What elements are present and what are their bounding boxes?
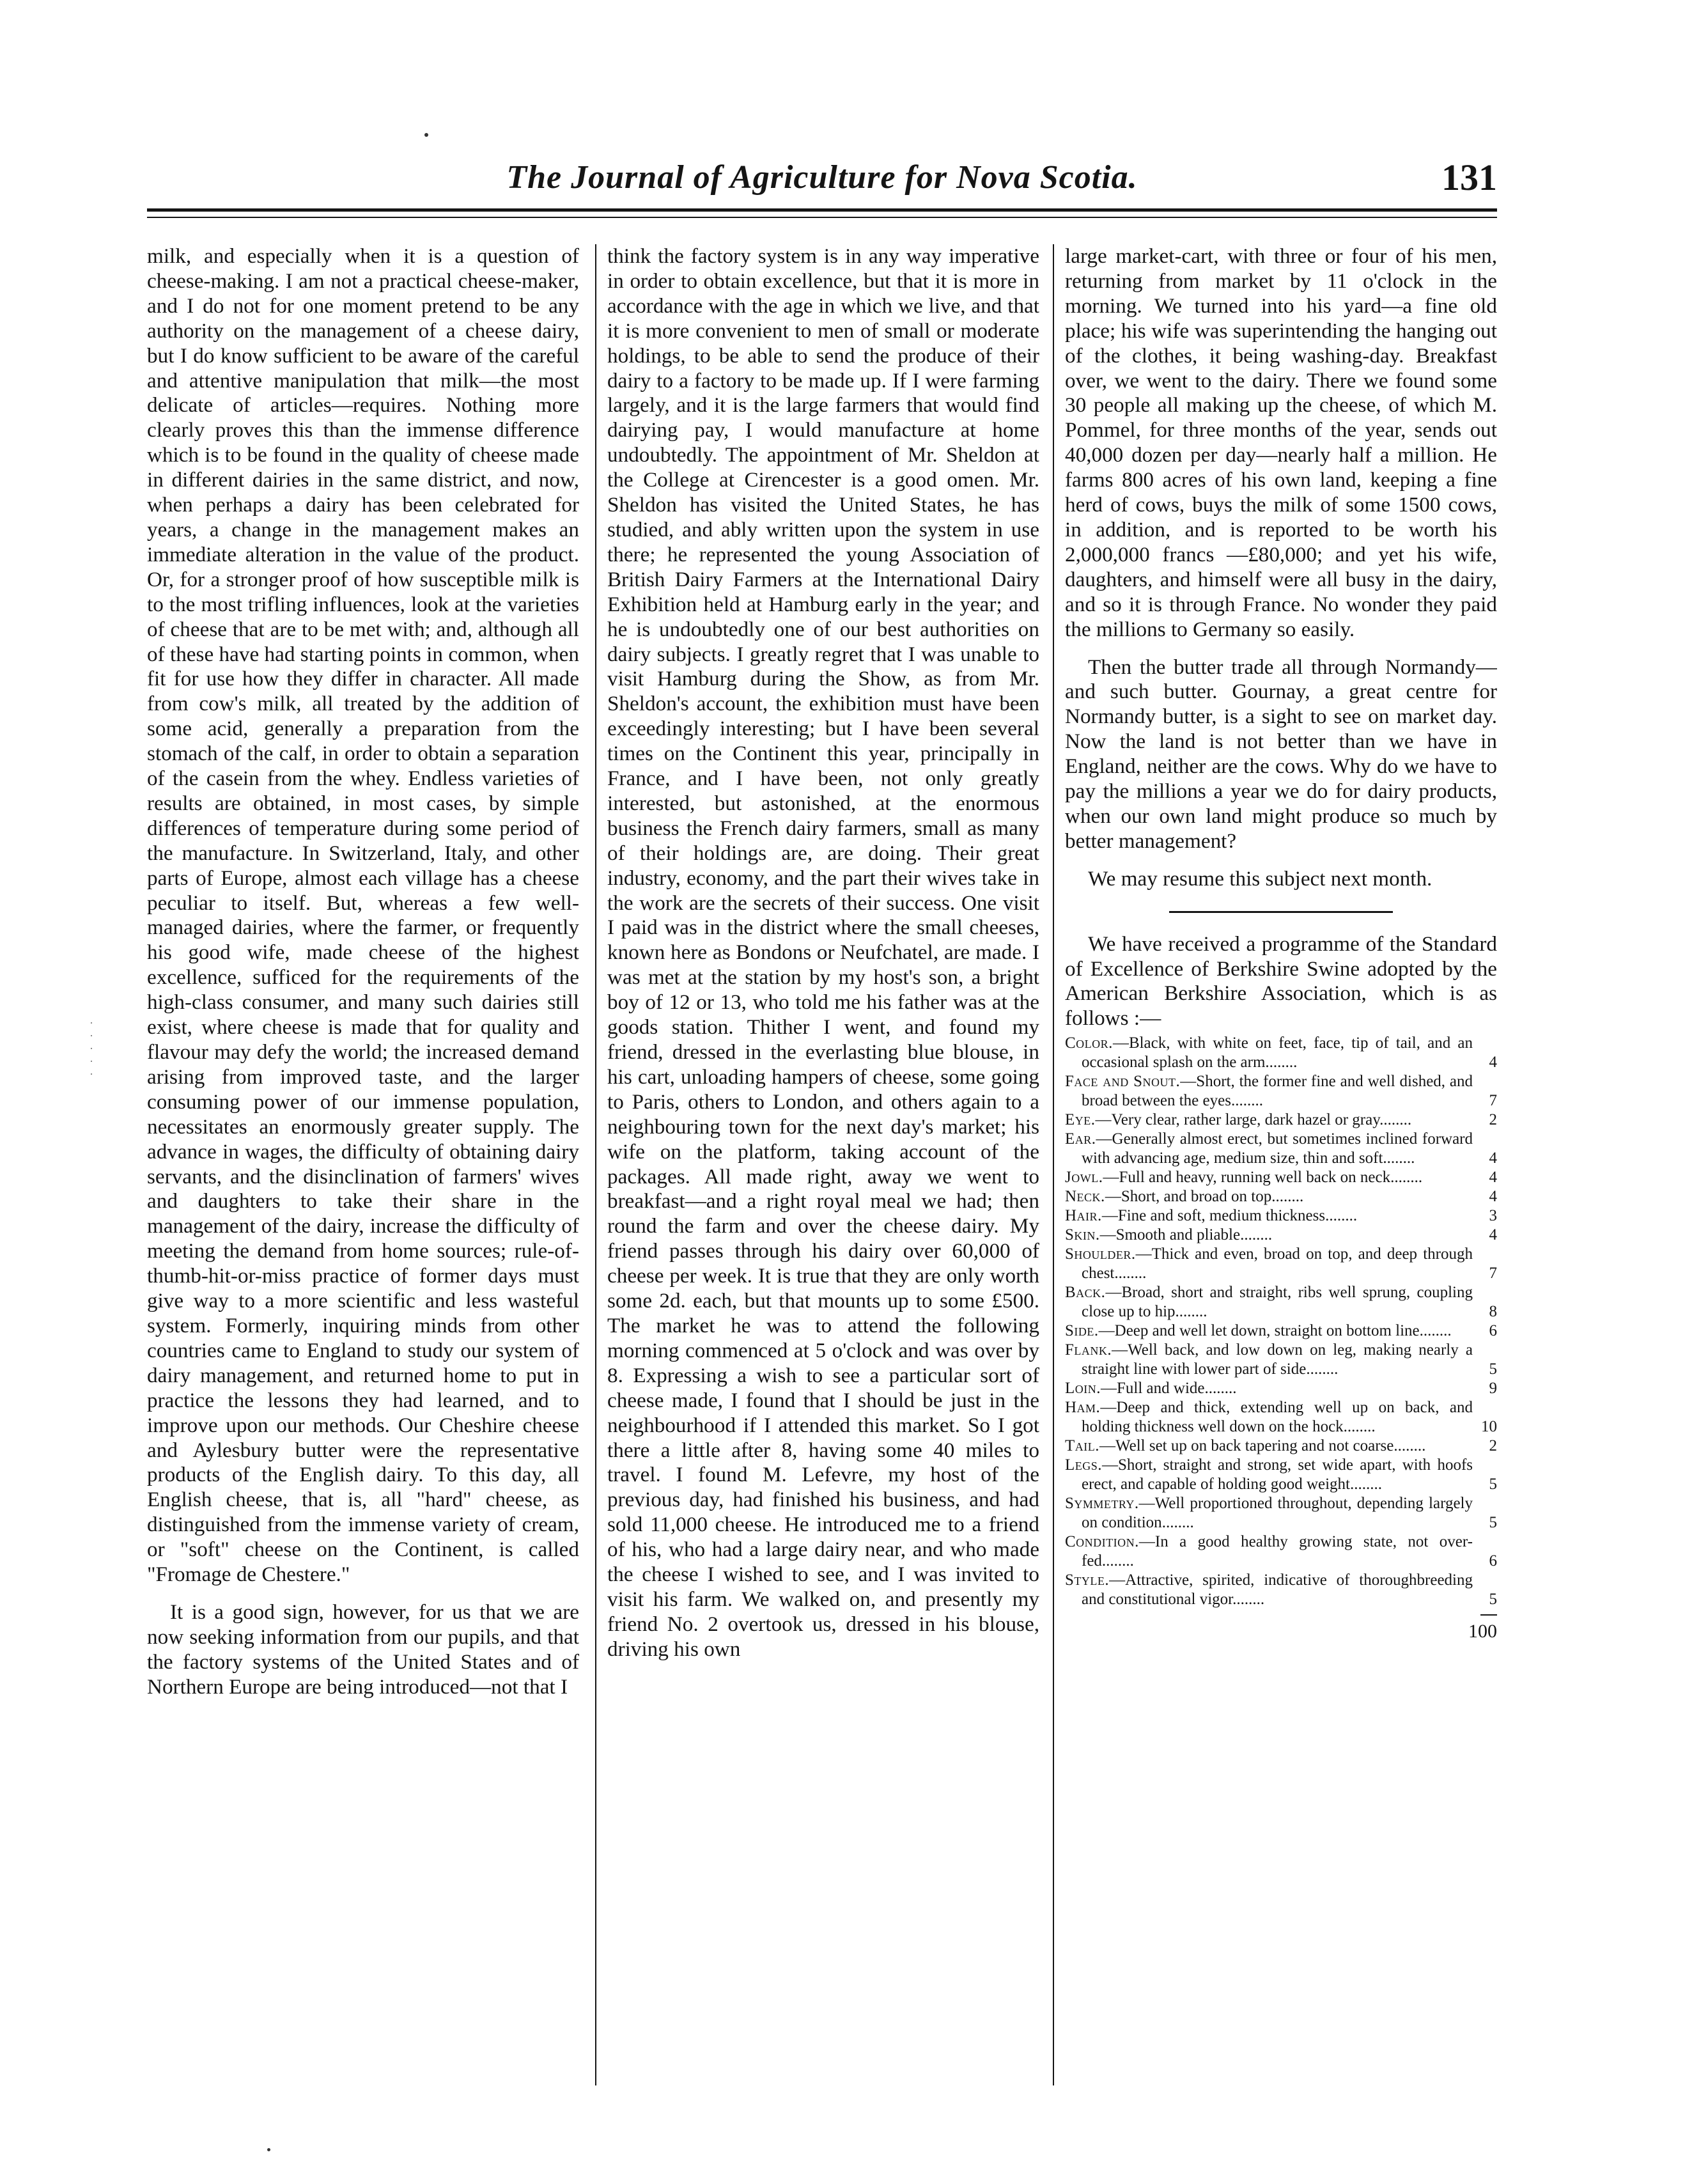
- leader-dots: ........: [1175, 1303, 1207, 1321]
- entry-description: —Fine and soft, medium thickness: [1101, 1207, 1326, 1225]
- standard-entry: [1065, 1034, 1497, 1072]
- entry-description: —Short, the former fine and well dished, and broad between the eyes: [1082, 1073, 1473, 1110]
- standard-entry: [1065, 1130, 1497, 1168]
- entry-label: Tail.: [1065, 1437, 1100, 1455]
- paragraph: Then the butter trade all through Normandy—and such butter. Gournay, a great centre for Normandy butter, is a sight to see on market day. Now the land is not better than we have in England, neither are the cows. Why do we have to pay the millions a year we do for dairy products, when our own land might produce so much by better management?: [1065, 655, 1497, 853]
- entry-label: Symmetry.: [1065, 1495, 1139, 1513]
- standard-entry: [1065, 1187, 1497, 1206]
- paragraph: It is a good sign, however, for us that we are now seeking information from our pupils, and that the factory systems of the United States and of Northern Europe are being introduced—not that I: [147, 1600, 579, 1699]
- standard-entry: [1065, 1168, 1497, 1187]
- ink-speck: [267, 2148, 270, 2151]
- leader-dots: ........: [1240, 1226, 1273, 1244]
- entry-points: 4: [1489, 1169, 1497, 1187]
- standard-entry: [1065, 1532, 1497, 1571]
- entry-description: —Thick and even, broad on top, and deep through chest: [1082, 1245, 1473, 1282]
- header-rule-thick: [147, 208, 1497, 212]
- entry-label: Hair.: [1065, 1207, 1102, 1225]
- entry-label: Color.: [1065, 1034, 1113, 1052]
- entry-label: Style.: [1065, 1571, 1110, 1589]
- entry-description: —Attractive, spirited, indicative of thoroughbreeding and constitutional vigor: [1082, 1571, 1473, 1609]
- entry-label: Ear.: [1065, 1130, 1096, 1148]
- entry-points: 4: [1489, 1188, 1497, 1206]
- entry-points: 4: [1489, 1226, 1497, 1244]
- standard-entry: [1065, 1226, 1497, 1245]
- paragraph: We may resume this subject next month.: [1088, 866, 1432, 891]
- entry-points: 4: [1489, 1054, 1497, 1072]
- standard-entry: [1065, 1206, 1497, 1226]
- entry-points: 4: [1489, 1149, 1497, 1167]
- paragraph: large market-cart, with three or four of his men, returning from market by 11 o'clock in the morning. We turned into his yard—a fine old place; his wife was superintending the hanging out of the clothes, it being washing-day. Breakfast over, we went to the dairy. There we found some 30 people all making up the cheese, of which M. Pommel, for three months of the year, sends out 40,000 dozen per day—nearly half a million. He farms 800 acres of his own land, keeping a fine herd of cows, buys the milk of some 1500 cows, in addition, and is reported to be worth his 2,000,000 francs —£80,000; and yet his wife, daughters, and himself were all busy in the dairy, and so it is through France. No wonder they paid the millions to Germany so easily.: [1065, 244, 1497, 641]
- entry-points: 3: [1489, 1207, 1497, 1225]
- entry-description: —Generally almost erect, but sometimes inclined forward with advancing age, medium size, thin and soft: [1082, 1130, 1473, 1167]
- entry-description: —Smooth and pliable: [1099, 1226, 1241, 1244]
- standard-entry: [1065, 1245, 1497, 1283]
- leader-dots: ........: [1231, 1092, 1263, 1110]
- paragraph: think the factory system is in any way imperative in order to obtain excellence, but that it is more in accordance with the age in which we live, and that it is more convenient to men of small or moderate holdings, to be able to send the produce of their dairy to a factory to be made up. If I were farming largely, and it is the large farmers that would find dairying pay, I would manufacture at home undoubtedly. The appointment of Mr. Sheldon at the College at Cirencester is a good omen. Mr. Sheldon has visited the United States, he has studied, and ably written upon the system in use there; he represented the young Association of British Dairy Farmers at the International Dairy Exhibition held at Hamburg early in the year; and he is undoubtedly one of our best authorities on dairy subjects. I greatly regret that I was unable to visit Hamburg during the Show, as from Mr. Sheldon's account, the exhibition must have been exceedingly interesting; but I have been several times on the Continent this year, principally in France, and I have been, not only greatly interested, but astonished, at the enormous business the French dairy farmers, small as many of their holdings are, are doing. Their great industry, economy, and the part their wives take in the work are the secrets of their success. One visit I paid was in the district where the small cheeses, known here as Bondons or Neufchatel, are made. I was met at the station by my host's son, a bright boy of 12 or 13, who told me his father was at the goods station. Thither I went, and found my friend, dressed in the everlasting blue blouse, in his cart, unloading hampers of cheese, some going to Paris, others to London, and others again to a neighbouring town for the next day's market; his wife on the platform, taking account of the packages. All made right, away we went to breakfast—and a right royal meal we had; then round the farm and over the cheese dairy. My friend passes through his dairy over 60,000 of cheese per week. It is true that they are only worth some 2d. each, but that mounts up to some £500. The market he was to attend the following morning commenced at 5 o'clock and was over by 8. Expressing a wish to see a particular sort of cheese made, I found that I should be just in the neighbourhood if I attended this market. So I got there a little after 8, having some 40 miles to travel. I found M. Lefevre, my host of the previous day, had finished his business, and had sold 11,000 cheese. He introduced me to a friend of his, who had a large dairy near, and who made the cheese I wished to see, and I was invited to visit his farm. We walked on, and presently my friend No. 2 overtook us, dressed in his blouse, driving his own: [607, 244, 1039, 1661]
- entry-description: —Deep and thick, extending well up on back, and holding thickness well down on the hock: [1082, 1399, 1473, 1436]
- ink-speck: [424, 133, 428, 137]
- entry-points: 2: [1489, 1111, 1497, 1129]
- entry-label: Jowl.: [1065, 1169, 1103, 1187]
- standard-entry: [1065, 1456, 1497, 1494]
- entry-description: —Very clear, rather large, dark hazel or gray: [1095, 1111, 1380, 1129]
- leader-dots: ........: [1350, 1476, 1382, 1493]
- entry-label: Skin.: [1065, 1226, 1100, 1244]
- standard-entry: [1065, 1571, 1497, 1609]
- entry-label: Face and Snout.: [1065, 1073, 1181, 1091]
- standard-entry: [1065, 1379, 1497, 1398]
- column-divider: [1053, 244, 1054, 2085]
- leader-dots: ........: [1325, 1207, 1358, 1225]
- entry-description: —Well set up on back tapering and not coarse: [1099, 1437, 1394, 1455]
- entry-points: 6: [1489, 1552, 1497, 1570]
- leader-dots: ........: [1390, 1169, 1423, 1187]
- leader-dots: ........: [1232, 1591, 1265, 1609]
- entry-points: 5: [1489, 1514, 1497, 1532]
- page-number: 131: [1441, 157, 1497, 198]
- column-right: [1065, 244, 1497, 2092]
- column-middle: [607, 244, 1039, 2092]
- entry-label: Back.: [1065, 1284, 1106, 1302]
- entry-label: Condition.: [1065, 1533, 1139, 1551]
- entry-label: Shoulder.: [1065, 1245, 1136, 1263]
- leader-dots: ........: [1343, 1418, 1376, 1436]
- entry-points: 7: [1489, 1265, 1497, 1282]
- entry-label: Neck.: [1065, 1188, 1105, 1206]
- column-left: [147, 244, 579, 2092]
- entry-label: Loin.: [1065, 1380, 1101, 1398]
- berkshire-standard-list: [1065, 1034, 1497, 1609]
- leader-dots: ........: [1383, 1149, 1415, 1167]
- entry-description: —Well proportioned throughout, depending largely on condition: [1082, 1495, 1473, 1532]
- entry-description: —Short, and broad on top: [1105, 1188, 1272, 1206]
- entry-description: —In a good healthy growing state, not over-fed: [1082, 1533, 1473, 1570]
- leader-dots: ........: [1306, 1360, 1339, 1378]
- entry-label: Flank.: [1065, 1341, 1112, 1359]
- entry-points: 5: [1489, 1476, 1497, 1493]
- standard-entry: [1065, 1494, 1497, 1532]
- running-title: The Journal of Agriculture for Nova Scotia.: [506, 159, 1138, 196]
- column-divider: [595, 244, 596, 2085]
- leader-dots: ........: [1265, 1054, 1298, 1072]
- entry-description: —Broad, short and straight, ribs well sprung, coupling close up to hip: [1082, 1284, 1473, 1321]
- page-header: [147, 159, 1497, 197]
- entry-description: —Deep and well let down, straight on bottom line: [1098, 1322, 1420, 1340]
- standard-entry: [1065, 1341, 1497, 1379]
- entry-description: —Black, with white on feet, face, tip of tail, and an occasional splash on the arm: [1082, 1034, 1473, 1072]
- standard-entry: [1065, 1110, 1497, 1130]
- entry-description: —Well back, and low down on leg, making nearly a straight line with lower part of side: [1082, 1341, 1473, 1378]
- entry-description: —Full and heavy, running well back on neck: [1103, 1169, 1391, 1187]
- points-total: 100: [1468, 1621, 1497, 1642]
- leader-dots: ........: [1379, 1111, 1412, 1129]
- header-rule-thin: [147, 217, 1497, 218]
- entry-points: 5: [1489, 1591, 1497, 1609]
- entry-points: 6: [1489, 1322, 1497, 1340]
- entry-label: Ham.: [1065, 1399, 1101, 1417]
- leader-dots: ........: [1204, 1380, 1237, 1398]
- standard-entry: [1065, 1283, 1497, 1321]
- entry-points: 7: [1489, 1092, 1497, 1110]
- leader-dots: ........: [1161, 1514, 1194, 1532]
- entry-points: 10: [1481, 1418, 1497, 1436]
- section-separator: [1169, 911, 1393, 913]
- entry-label: Eye.: [1065, 1111, 1096, 1129]
- standard-entry: [1065, 1437, 1497, 1456]
- total-rule: [1480, 1614, 1497, 1616]
- paragraph: milk, and especially when it is a question of cheese-making. I am not a practical cheese-maker, and I do not for one moment pretend to be any authority on the management of a cheese dairy, but I do know sufficient to be aware of the careful and attentive manipulation that milk—the most delicate of articles—requires. Nothing more clearly proves this than the immense difference which is to be found in the quality of cheese made in different dairies in the same district, and now, when perhaps a dairy has been celebrated for years, a change in the management makes an immediate alteration in the value of the product. Or, for a stronger proof of how susceptible milk is to the most trifling influences, look at the varieties of cheese that are to be met with; and, although all of these have had starting points in common, when fit for use how they differ in character. All made from cow's milk, all treated by the addition of some acid, generally a preparation from the stomach of the calf, in order to obtain a separation of the casein from the whey. Endless varieties of results are obtained, in most cases, by simple differences of temperature during some period of the manufacture. In Switzerland, Italy, and other parts of Europe, almost each village has a cheese peculiar to itself. But, whereas a few well-managed dairies, where the farmer, or frequently his good wife, made cheese of the highest excellence, sufficed for the requirements of the high-class consumer, and many such dairies still exist, where cheese is made that for quality and flavour may defy the world; the increased demand arising from improved taste, and the larger consuming power of our immense population, necessitates an enormously greater supply. The advance in wages, the difficulty of obtaining dairy servants, and the disinclination of farmers' wives and daughters to take their share in the management of the dairy, increase the difficulty of meeting the demand from home sources; rule-of-thumb-hit-or-miss practice of former days must give way to a more scientific and less wasteful system. Formerly, inquiring minds from other countries came to England to study our system of dairy management, and returned home to put in practice the lessons they had learned, and to improve upon our methods. Our Cheshire cheese and Aylesbury butter were the representative products of the English dairy. To this day, all English cheese, that is, all "hard" cheese, as distinguished from the immense variety of cream, or "soft" cheese on the Continent, is called "Fromage de Chestere.": [147, 244, 579, 1587]
- leader-dots: ........: [1114, 1265, 1147, 1282]
- entry-label: Side.: [1065, 1322, 1099, 1340]
- leader-dots: ........: [1271, 1188, 1304, 1206]
- notice-paragraph: We have received a programme of the Standard of Excellence of Berkshire Swine adopted by the American Berkshire Association, which is as follows :—: [1065, 931, 1497, 1031]
- standard-entry: [1065, 1321, 1497, 1341]
- entry-description: —Full and wide: [1101, 1380, 1205, 1398]
- entry-points: 5: [1489, 1360, 1497, 1378]
- entry-points: 9: [1489, 1380, 1497, 1398]
- entry-description: —Short, straight and strong, set wide apart, with hoofs erect, and capable of holding good weight: [1082, 1456, 1473, 1493]
- standard-entry: [1065, 1398, 1497, 1437]
- margin-annotation-mark: · · · · ·: [89, 1017, 93, 1080]
- leader-dots: ........: [1394, 1437, 1426, 1455]
- leader-dots: ........: [1419, 1322, 1452, 1340]
- entry-points: 8: [1489, 1303, 1497, 1321]
- entry-points: 2: [1489, 1437, 1497, 1455]
- entry-label: Legs.: [1065, 1456, 1103, 1474]
- standard-entry: [1065, 1072, 1497, 1110]
- leader-dots: ........: [1101, 1552, 1134, 1570]
